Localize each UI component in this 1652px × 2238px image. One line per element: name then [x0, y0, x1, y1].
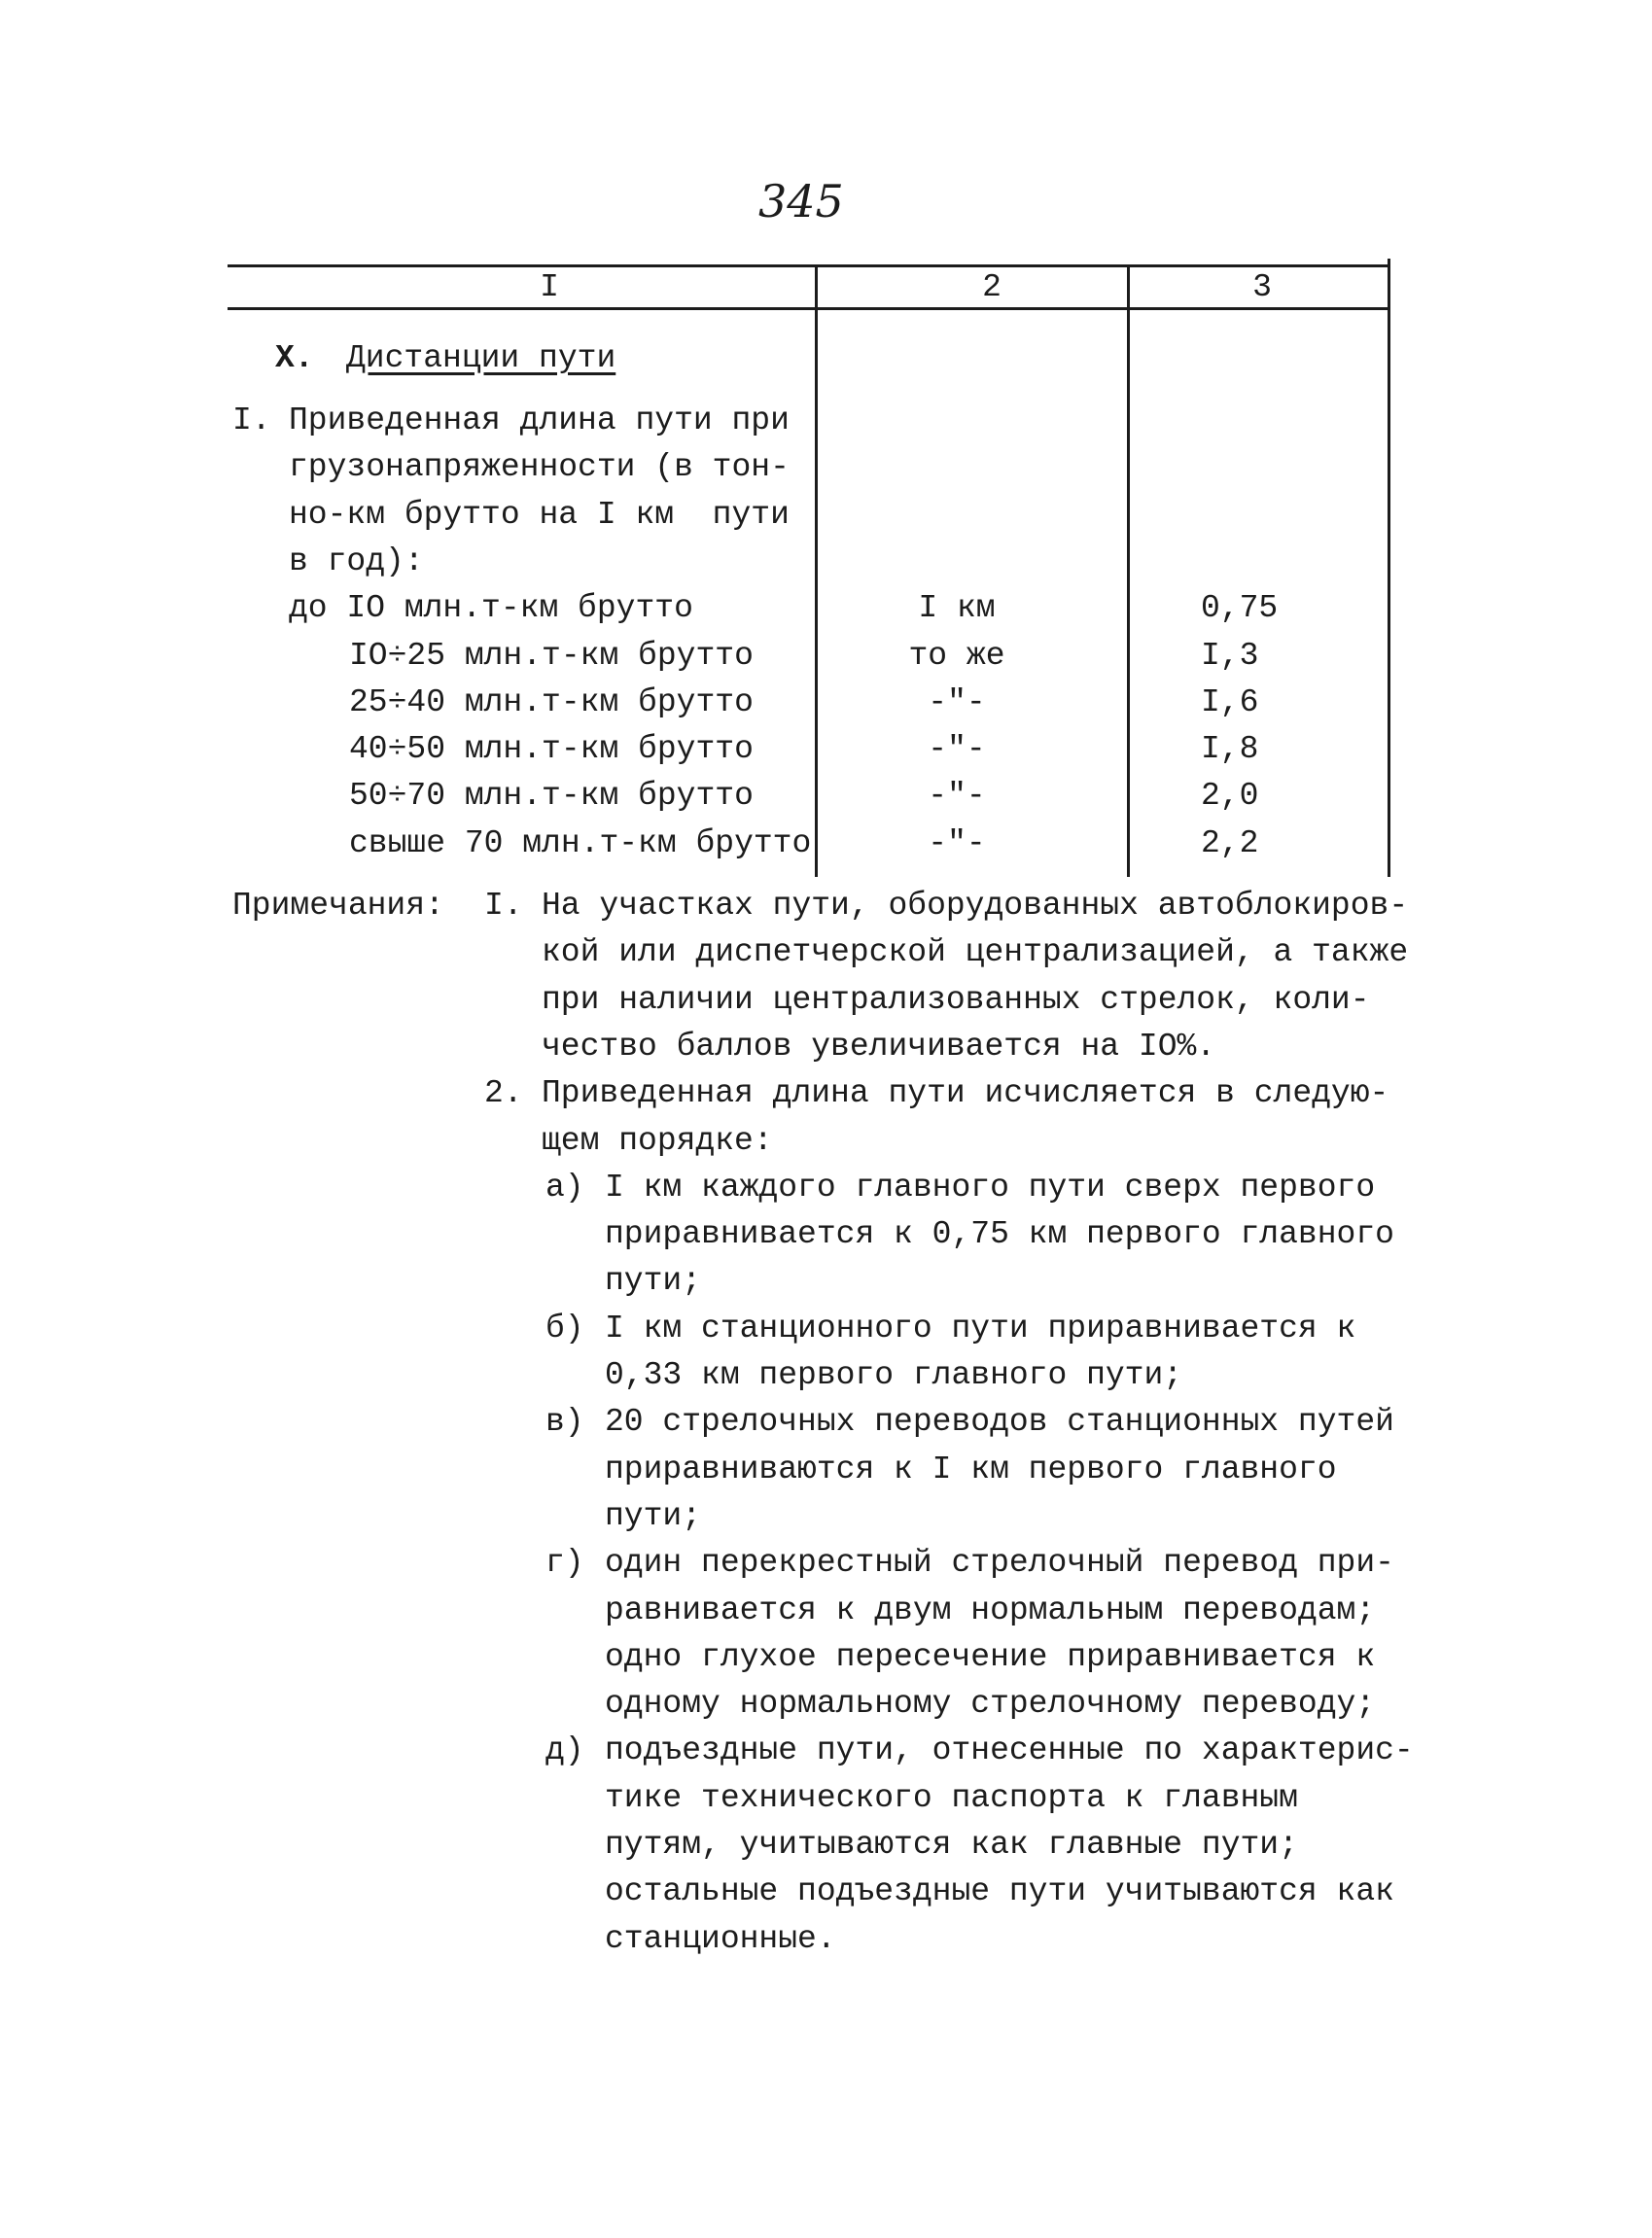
- subitem-text-line: приравниваются к I км первого главного: [605, 1451, 1337, 1487]
- note-number: 2.: [484, 1075, 523, 1112]
- row-unit: -"-: [928, 731, 986, 768]
- row-label: IO÷25 млн.т-км брутто: [349, 637, 754, 674]
- subitem-text-line: станционные.: [605, 1920, 836, 1957]
- table-right-border: [1388, 259, 1390, 877]
- row-value: I,6: [1201, 683, 1259, 720]
- row-value: 0,75: [1201, 590, 1279, 627]
- row-unit: -"-: [928, 683, 986, 720]
- subitem-text-line: одно глухое пересечение приравнивается к: [605, 1638, 1376, 1675]
- note-text-line: щем порядке:: [542, 1122, 773, 1159]
- note-text-line: На участках пути, оборудованных автоблокиров-: [542, 888, 1409, 924]
- section-title: Дистанции пути: [346, 340, 616, 376]
- note-text-line: чество баллов увеличивается на IO%.: [542, 1028, 1216, 1065]
- row-label: до IO млн.т-км брутто: [289, 590, 693, 627]
- table-header-col3: 3: [1252, 269, 1272, 305]
- subitem-text-line: I км каждого главного пути сверх первого: [605, 1169, 1376, 1206]
- subitem-letter: г): [545, 1545, 584, 1582]
- item-text-line: в год):: [289, 542, 424, 579]
- row-label: 25÷40 млн.т-км брутто: [349, 683, 754, 720]
- notes-label: Примечания:: [232, 888, 444, 924]
- subitem-text-line: пути;: [605, 1263, 702, 1300]
- subitem-letter: д): [545, 1732, 584, 1769]
- row-unit: -"-: [928, 824, 986, 861]
- item-text-line: грузонапряженности (в тон-: [289, 449, 790, 486]
- subitem-text-line: путям, учитываются как главные пути;: [605, 1827, 1298, 1863]
- row-label: 40÷50 млн.т-км брутто: [349, 731, 754, 768]
- subitem-text-line: приравнивается к 0,75 км первого главного: [605, 1216, 1394, 1253]
- subitem-letter: б): [545, 1310, 584, 1346]
- table-header-rule: [228, 307, 1390, 310]
- subitem-letter: в): [545, 1404, 584, 1441]
- subitem-text-line: I км станционного пути приравнивается к: [605, 1310, 1356, 1346]
- subitem-text-line: 20 стрелочных переводов станционных путей: [605, 1404, 1394, 1441]
- row-value: I,8: [1201, 731, 1259, 768]
- section-numeral: X.: [275, 340, 314, 376]
- page-number: 345: [758, 175, 844, 227]
- row-unit: I км: [918, 590, 996, 627]
- row-value: 2,0: [1201, 778, 1259, 815]
- row-label: свыше 70 млн.т-км брутто: [349, 824, 812, 861]
- subitem-text-line: остальные подъездные пути учитываются как: [605, 1873, 1394, 1910]
- row-unit: -"-: [928, 778, 986, 815]
- table-header-col2: 2: [982, 269, 1002, 305]
- item-text-line: Приведенная длина пути при: [289, 402, 790, 438]
- table-top-rule: [228, 264, 1390, 267]
- subitem-text-line: одному нормальному стрелочному переводу;: [605, 1686, 1376, 1723]
- note-number: I.: [484, 888, 523, 924]
- subitem-text-line: 0,33 км первого главного пути;: [605, 1357, 1183, 1393]
- subitem-text-line: подъездные пути, отнесенные по характерис-: [605, 1732, 1414, 1769]
- row-value: I,3: [1201, 637, 1259, 674]
- row-value: 2,2: [1201, 824, 1259, 861]
- subitem-text-line: тике технического паспорта к главным: [605, 1779, 1298, 1816]
- note-text-line: при наличии централизованных стрелок, коли-: [542, 981, 1370, 1018]
- subitem-letter: а): [545, 1169, 584, 1206]
- subitem-text-line: равнивается к двум нормальным переводам;: [605, 1591, 1376, 1628]
- subitem-text-line: пути;: [605, 1497, 702, 1534]
- subitem-text-line: один перекрестный стрелочный перевод при-: [605, 1545, 1394, 1582]
- note-text-line: кой или диспетчерской централизацией, а также: [542, 934, 1409, 971]
- table-column-divider: [1127, 264, 1130, 877]
- row-label: 50÷70 млн.т-км брутто: [349, 778, 754, 815]
- table-column-divider: [815, 264, 818, 877]
- item-number: I.: [232, 402, 271, 438]
- note-text-line: Приведенная длина пути исчисляется в следую-: [542, 1075, 1389, 1112]
- table-header-col1: I: [540, 269, 559, 305]
- row-unit: то же: [908, 637, 1005, 674]
- item-text-line: но-км брутто на I км пути: [289, 496, 790, 533]
